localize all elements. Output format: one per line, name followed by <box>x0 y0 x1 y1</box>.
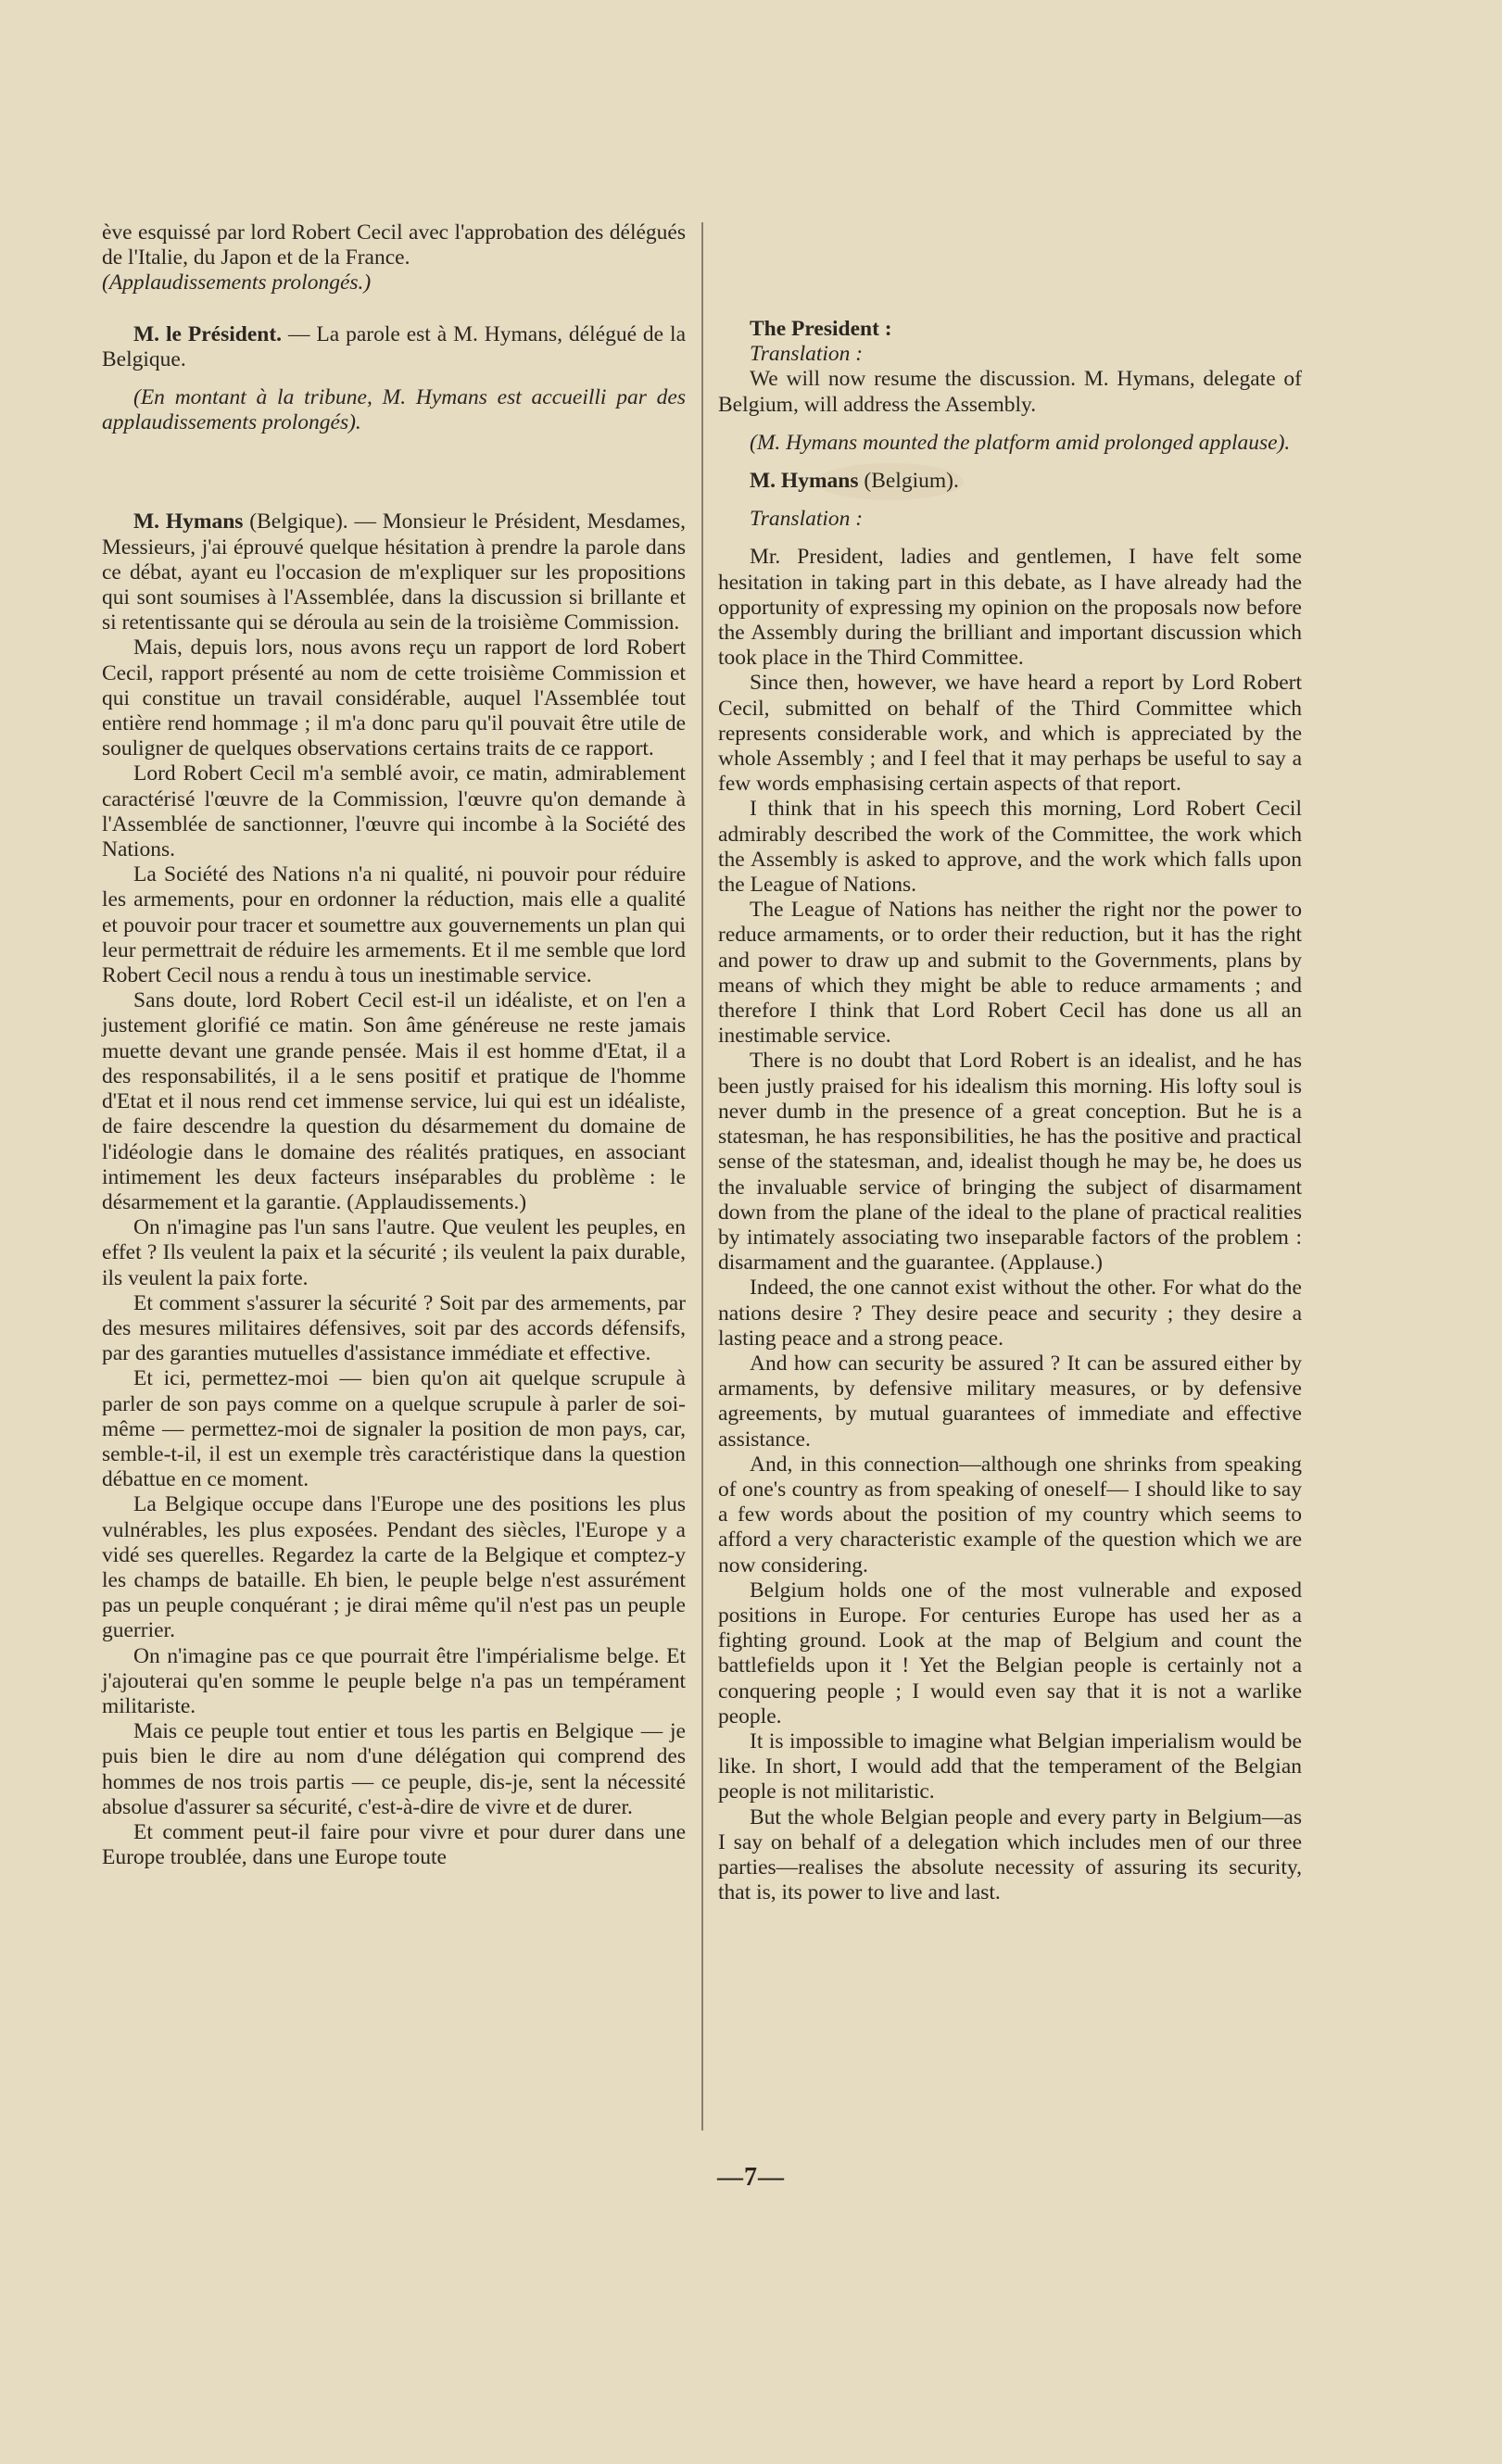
french-paragraph: La Belgique occupe dans l'Europe une des positions les plus vulnérables, les plus exposées. Pendant des siècles, l'Europe y a vidé ses querelles. Regardez la carte de la Belgique et comptez-y les champs de bataille. Eh bien, le peuple belge n'est assurément pas un peuple conquérant ; je dirai même qu'il n'est pas un peuple guerrier. <box>102 1492 686 1643</box>
english-paragraph: Belgium holds one of the most vulnerable and exposed positions in Europe. For centuries Europe has used her as a fighting ground. Look at the map of Belgium and count the battlefields upon it ! Yet the Belgian people is certainly not a conquering people ; I would even say that it is not a warlike people. <box>718 1578 1302 1729</box>
french-paragraph: Mais, depuis lors, nous avons reçu un rapport de lord Robert Cecil, rapport présenté au nom de cette troisième Commission et qui constitue un travail considérable, auquel l'Assemblée tout entière rend hommage ; il m'a donc paru qu'il pouvait être utile de souligner de quelques observations certains traits de ce rapport. <box>102 635 686 761</box>
french-stage-direction: (En montant à la tribune, M. Hymans est accueilli par des applaudissements prolongés). <box>102 385 686 435</box>
english-hymans-speaker: M. Hymans <box>750 469 859 494</box>
french-hymans-intro <box>102 509 686 635</box>
english-paragraph: Since then, however, we have heard a report by Lord Robert Cecil, submitted on behalf of the Third Committee which represents considerable work, and which is appreciated by the whole Assembly ; and I feel that it may perhaps be useful to say a few words emphasising certain aspects of that report. <box>718 671 1302 797</box>
french-column <box>102 220 686 1870</box>
english-paragraph: I think that in his speech this morning, Lord Robert Cecil admirably described the work of the Committee, the work which the Assembly is asked to approve, and the work which falls upon the League of Nations. <box>718 797 1302 898</box>
column-divider <box>701 222 703 2131</box>
french-president-text: — La parole est à M. Hymans, délégué de la Belgique. <box>102 321 686 371</box>
english-translation-label-2: Translation : <box>750 507 864 532</box>
french-paragraph: Sans doute, lord Robert Cecil est-il un idéaliste, et on l'en a justement glorifié ce matin. Son âme généreuse ne reste jamais muette devant une grande pensée. Mais il est homme d'Etat, il a des responsabilités, il a le sens positif et pratique de l'homme d'Etat et il nous rend cet immense service, lui qui est un idéaliste, de faire descendre la question du désarmement du domaine de l'idéologie dans le domaine des réalités pratiques, en associant intimement les deux facteurs inséparables du problème : le désarmement et la garantie. (Applaudissements.) <box>102 988 686 1214</box>
french-paragraph: Lord Robert Cecil m'a semblé avoir, ce matin, admirablement caractérisé l'œuvre de la Commission, l'œuvre qu'on demande à l'Assemblée de sanctionner, l'œuvre qui incombe à la Société des Nations. <box>102 761 686 862</box>
english-paragraph: There is no doubt that Lord Robert is an idealist, and he has been justly praised for his idealism this morning. His lofty soul is never dumb in the presence of a great conception. But he is a statesman, he has responsibilities, he has the positive and practical sense of the statesman, and, idealist though he may be, he does us the invaluable service of bringing the subject of disarmament down from the plane of the ideal to the plane of practical realities by intimately associating two inseparable factors of the problem : disarmament and the guarantee. (Applause.) <box>718 1049 1302 1276</box>
english-stage-direction: (M. Hymans mounted the platform amid prolonged applause). <box>750 430 1291 455</box>
french-paragraph: Mais ce peuple tout entier et tous les partis en Belgique — je puis bien le dire au nom d'une délégation qui comprend des hommes de nos trois partis — ce peuple, dis-je, sent la nécessité absolue d'assurer sa sécurité, c'est-à-dire de vivre et de durer. <box>102 1719 686 1819</box>
french-paragraph: On n'imagine pas ce que pourrait être l'impérialisme belge. Et j'ajouterai qu'en somme le peuple belge n'a pas un tempérament militariste. <box>102 1643 686 1718</box>
english-paragraph: And how can security be assured ? It can be assured either by armaments, by defensive military measures, or by defensive agreements, by mutual guarantees of immediate and effective assistance. <box>718 1351 1302 1452</box>
french-paragraph: On n'imagine pas l'un sans l'autre. Que veulent les peuples, en effet ? Ils veulent la paix et la sécurité ; ils veulent la paix durable, ils veulent la paix forte. <box>102 1215 686 1290</box>
english-hymans-country: (Belgium). <box>858 469 959 494</box>
page-number: —7— <box>717 2163 785 2192</box>
english-paragraph: Mr. President, ladies and gentlemen, I have felt some hesitation in taking part in this debate, as I have already had the opportunity of expressing my opinion on the proposals now before the Assembly during the brilliant and important discussion which took place in the Third Committee. <box>718 545 1302 671</box>
french-paragraph: La Société des Nations n'a ni qualité, ni pouvoir pour réduire les armements, pour en ordonner la réduction, mais elle a qualité et pouvoir pour tracer et soumettre aux gouvernements un plan qui leur permettrait de réduire les armements. Et il me semble que lord Robert Cecil nous a rendu à tous un inestimable service. <box>102 862 686 988</box>
french-president-speaker: M. le Président. <box>133 321 283 346</box>
english-column <box>718 220 1302 1905</box>
english-paragraph: Indeed, the one cannot exist without the other. For what do the nations desire ? They desire peace and security ; they desire a lasting peace and a strong peace. <box>718 1276 1302 1351</box>
french-paragraph: Et comment peut-il faire pour vivre et pour durer dans une Europe troublée, dans une Europe toute <box>102 1819 686 1870</box>
french-paragraph: Et ici, permettez-moi — bien qu'on ait quelque scrupule à parler de son pays comme on a quelque scrupule à parler de soi-même — permettez-moi de signaler la position de mon pays, car, semble-t-il, il est un exemple très caractéristique dans la question débattue en ce moment. <box>102 1366 686 1492</box>
french-paragraph: Et comment s'assurer la sécurité ? Soit par des armements, par des mesures militaires défensives, soit par des accords défensifs, par des garanties mutuelles d'assistance immédiate et effective. <box>102 1290 686 1366</box>
english-president-text: We will now resume the discussion. M. Hymans, delegate of Belgium, will address the Assembly. <box>718 367 1302 417</box>
french-applause-note: (Applaudissements prolongés.) <box>102 270 372 295</box>
english-paragraph: It is impossible to imagine what Belgian imperialism would be like. In short, I would add that the temperament of the Belgian people is not militaristic. <box>718 1729 1302 1804</box>
english-president-speaker: The President : <box>750 317 892 341</box>
french-president-paragraph <box>102 322 686 372</box>
english-paragraph: But the whole Belgian people and every party in Belgium—as I say on behalf of a delegation which includes men of our three parties—realises the absolute necessity of assuring its security, that is, its power to live and last. <box>718 1804 1302 1905</box>
english-translation-label: Translation : <box>750 342 864 367</box>
english-paragraph: The League of Nations has neither the right nor the power to reduce armaments, or to order their reduction, but it has the right and power to draw up and submit to the Governments, plans by means of which they might be able to reduce armaments ; and therefore I think that Lord Robert Cecil has done us all an inestimable service. <box>718 898 1302 1049</box>
french-hymans-speaker: M. Hymans <box>133 509 244 534</box>
french-opening-paragraph: ève esquissé par lord Robert Cecil avec l'approbation des délégués de l'Italie, du Japon et de la France. <box>102 220 686 270</box>
english-paragraph: And, in this connection—although one shrinks from speaking of one's country as from speaking of oneself— I should like to say a few words about the position of my country which seems to afford a very characteristic example of the question which we are now considering. <box>718 1452 1302 1578</box>
french-hymans-intro-text: (Belgique). — Monsieur le Président, Mesdames, Messieurs, j'ai éprouvé quelque hésitation à prendre la parole dans ce débat, ayant eu l'occasion de m'expliquer sur les propositions qui sont soumises à l'Assemblée, dans la discussion si brillante et si retentissante qui se déroula au sein de la troisième Commission. <box>102 509 687 635</box>
english-hymans-heading <box>718 469 1302 494</box>
